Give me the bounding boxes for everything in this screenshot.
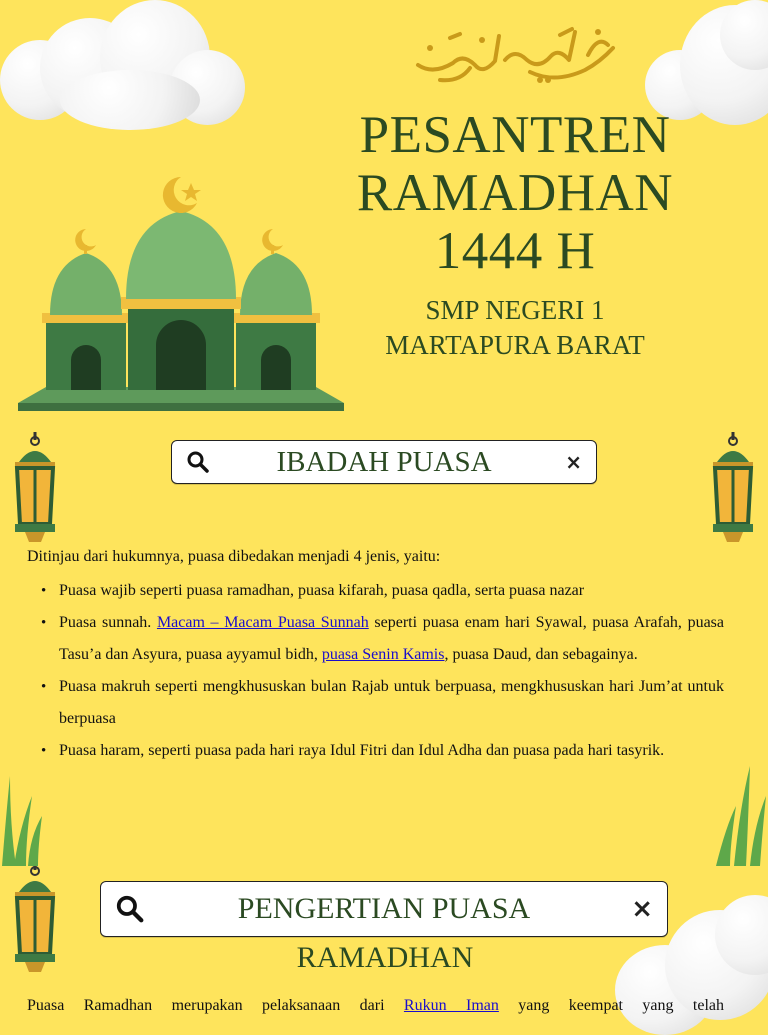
- list-item-text: Puasa haram, seperti puasa pada hari raya Idul Fitri dan Idul Adha dan puasa pada hari tasyrik.: [59, 742, 665, 759]
- section-paragraph: [27, 990, 724, 1022]
- fasting-types-list: [27, 575, 724, 767]
- list-item-text: Puasa makruh seperti mengkhususkan bulan Rajab untuk berpuasa, mengkhususkan hari Jum’at untuk berpuasa: [59, 678, 724, 727]
- list-item: [27, 575, 724, 607]
- title-line-1: PESANTREN: [359, 106, 671, 164]
- search-bar-label: PENGERTIAN PUASA: [237, 892, 531, 925]
- school-name: [360, 293, 670, 363]
- link-puasa-senin-kamis[interactable]: puasa Senin Kamis: [321, 646, 445, 663]
- grass-decoration: [712, 755, 768, 866]
- section-heading: RAMADHAN: [296, 941, 474, 974]
- list-item-text: , puasa Daud, dan sebagainya.: [444, 646, 638, 663]
- lantern-icon: [5, 862, 65, 977]
- list-item-text: Puasa sunnah.: [59, 614, 157, 631]
- paragraph-text: yang keempat yang telah: [498, 997, 724, 1014]
- grass-decoration: [0, 770, 60, 866]
- list-item: [27, 607, 724, 671]
- search-bar-pengertian-puasa[interactable]: [100, 881, 668, 937]
- list-item-text: Puasa wajib seperti puasa ramadhan, puasa kifarah, puasa qadla, serta puasa nazar: [59, 582, 585, 599]
- school-line-2: MARTAPURA BARAT: [385, 330, 645, 360]
- title-line-2: RAMADHAN: [356, 164, 674, 222]
- link-rukun-iman[interactable]: Rukun Iman: [403, 997, 499, 1014]
- list-item: [27, 671, 724, 735]
- close-icon[interactable]: ×: [565, 450, 582, 474]
- list-item: [27, 735, 724, 767]
- school-line-1: SMP NEGERI 1: [425, 295, 605, 325]
- link-macam-puasa-sunnah[interactable]: Macam – Macam Puasa Sunnah: [156, 614, 369, 631]
- title-line-3: 1444 H: [434, 222, 596, 280]
- paragraph-text: Puasa Ramadhan merupakan pelaksanaan dari: [27, 997, 404, 1014]
- lantern-icon: [5, 432, 65, 547]
- mosque-illustration: [16, 165, 346, 415]
- cloud-top-left: [0, 0, 250, 135]
- lantern-icon: [703, 432, 763, 547]
- page-title: [330, 106, 700, 280]
- close-icon[interactable]: ×: [631, 894, 653, 924]
- section-intro: Ditinjau dari hukumnya, puasa dibedakan menjadi 4 jenis, yaitu:: [27, 548, 441, 565]
- list-item-text: seperti puasa enam hari Syawal, puasa Arafah, puasa Tasu’a dan Asyura, puasa ayyamul bidh,: [59, 614, 724, 663]
- search-bar-label: IBADAH PUASA: [276, 446, 492, 478]
- search-bar-ibadah-puasa[interactable]: [171, 440, 597, 484]
- ramadan-kareem-calligraphy: [410, 10, 620, 95]
